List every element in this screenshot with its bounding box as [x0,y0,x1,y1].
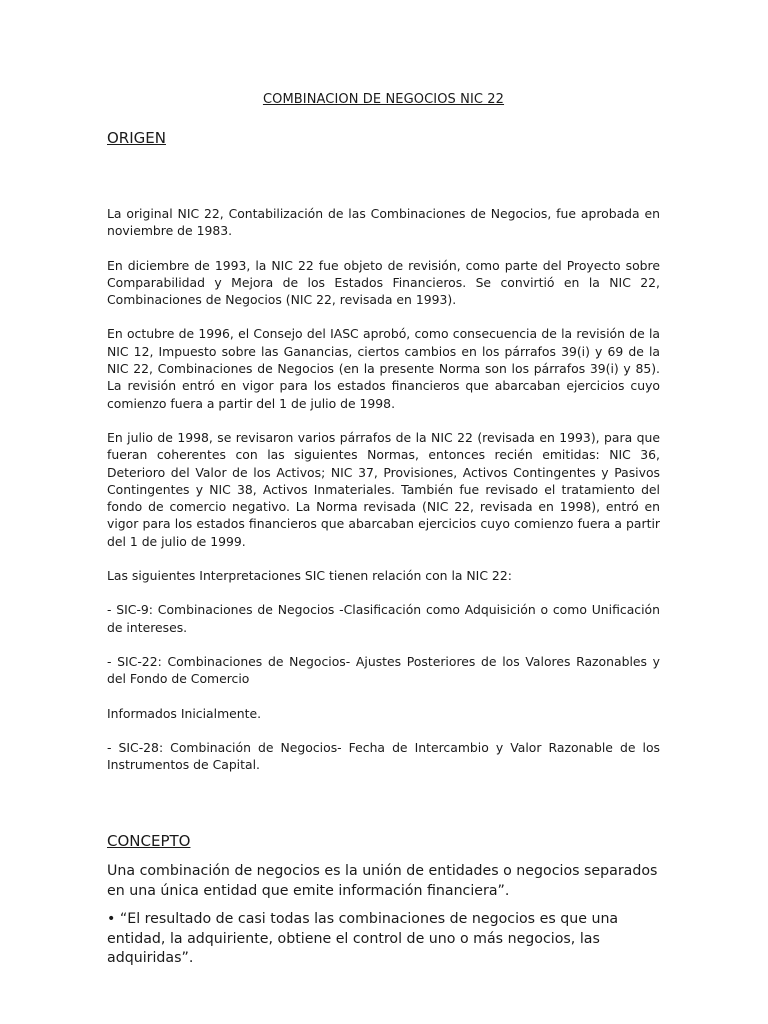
origen-paragraph: En octubre de 1996, el Consejo del IASC aprobó, como consecuencia de la revisión de la NIC 12, Impuesto sobre las Ganancias, ciertos cambios en los párrafos 39(i) y 69 de la NIC 22, Combinaciones de Negocios (en la presente Norma son los párrafos 39(i) y 85). La revisión entró en vigor para los estados financieros que abarcaban ejercicios cuyo comienzo fuera a partir del 1 de julio de 1998. [107,326,660,411]
sic-item: - SIC-22: Combinaciones de Negocios- Ajustes Posteriores de los Valores Razonables y del Fondo de Comercio [107,653,660,687]
origen-paragraph: Informados Inicialmente. [107,705,262,721]
concepto-bullet: • “El resultado de casi todas las combinaciones de negocios es que una entidad, la adquiriente, obtiene el control de uno o más negocios, las adquiridas”. [107,911,619,967]
sic-item: - SIC-9: Combinaciones de Negocios -Clasificación como Adquisición o como Unificación de intereses. [107,602,660,635]
origen-paragraph: En diciembre de 1993, la NIC 22 fue objeto de revisión, como parte del Proyecto sobre Comparabilidad y Mejora de los Estados Financieros. Se convirtió en la NIC 22, Combinaciones de Negocios (NIC 22, revisada en 1993). [107,257,660,308]
origen-paragraph: En julio de 1998, se revisaron varios párrafos de la NIC 22 (revisada en 1993), para que fueran coherentes con las siguientes Normas, entonces recién emitidas: NIC 36, Deterioro del Valor de los Activos; NIC 37, Provisiones, Activos Contingentes y Pasivos Contingentes y NIC 38, Activos Inmateriales. También fue revisado el tratamiento del fondo de comercio negativo. La Norma revisada (NIC 22, revisada en 1998), entró en vigor para los estados financieros que abarcaban ejercicios cuyo comienzo fuera a partir del 1 de julio de 1999. [107,429,660,549]
concepto-paragraph: Una combinación de negocios es la unión de entidades o negocios separados en una única entidad que emite información financiera”. [107,863,658,899]
section-heading-origen: ORIGEN [107,129,166,147]
origen-paragraph: Las siguientes Interpretaciones SIC tienen relación con la NIC 22: [107,568,512,584]
sic-item: - SIC-28: Combinación de Negocios- Fecha de Intercambio y Valor Razonable de los Instrumentos de Capital. [107,739,660,773]
origen-paragraph: La original NIC 22, Contabilización de las Combinaciones de Negocios, fue aprobada en noviembre de 1983. [107,206,660,239]
section-heading-concepto: CONCEPTO [107,832,191,850]
document-title: COMBINACION DE NEGOCIOS NIC 22 [262,92,505,107]
concepto-body [107,862,660,978]
origen-body [107,205,660,790]
